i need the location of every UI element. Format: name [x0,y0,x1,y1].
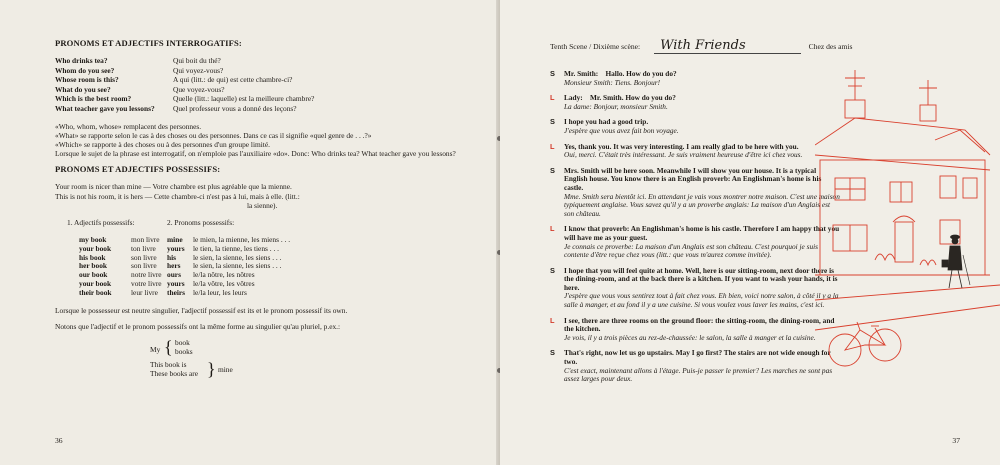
heading-possessives: PRONOMS ET ADJECTIFS POSSESSIFS: [55,164,221,175]
question-fr: Qui boit du thé? [173,56,221,65]
adjectives-heading: 1. Adjectifs possessifs: [67,217,135,227]
adjective-word: our [79,270,90,280]
dialogue-item [550,70,840,87]
right-page [500,0,1000,465]
note-line: «Which» se rapporte à des choses ou à des personnes d'un groupe limité. [55,139,270,149]
example-my: My [150,344,161,354]
speaker-marker: S [550,265,555,275]
dialogue-en: Lady: Mr. Smith. How do you do? [564,93,676,103]
adjective-word: his [79,252,89,262]
pronoun-fr: le/la vôtre, les vôtres [193,278,255,288]
adjective-fr: notre livre [131,270,162,280]
pronoun-fr: le sien, la sienne, les siens . . . [193,261,282,271]
speaker-marker: S [550,348,555,358]
question-keyword: Whose [55,75,77,85]
adjective-word: your [79,278,94,288]
dialogue-fr: J'espère que vous avez fait bon voyage. [564,125,679,135]
question-en [55,85,173,95]
question-en [55,56,173,66]
pronouns-heading: 2. Pronoms possessifs: [167,217,235,227]
dialogue-en: I know that proverb: An Englishman's home is his castle. Therefore I am happy that you will have me as your guest. [564,224,841,242]
question-fr: Que voyez-vous? [173,84,225,94]
pronoun-fr: le tien, la tienne, les tiens . . . [193,243,279,253]
neutral-note: Lorsque le possesseur est neutre singulier, l'adjectif possessif est its et le pronom possessif its own. [55,305,348,315]
question-en [55,104,173,114]
dialogue-item [550,167,840,219]
adjective-fr: mon livre [131,234,160,244]
dialogue-body [564,267,840,310]
heading-interrogatives: PRONOMS ET ADJECTIFS INTERROGATIFS: [55,38,242,48]
adjective-rest: book [88,234,107,244]
speaker-marker: L [550,315,555,325]
dialogue-en: I hope that you will feel quite at home. Well, here is our sitting-room, next door there is the dining-room, and at the back there is a kitchen. If you want to wash your hands, it is here. [564,265,840,292]
question-rest: do you see? [76,65,115,75]
pronoun-en: yours [167,278,185,288]
dialogue-en: I see, there are three rooms on the ground floor: the sitting-room, the dining-room, and the kitchen. [564,315,837,334]
dialogue-item [550,317,840,343]
adjective-rest: book [88,252,106,262]
adjective-rest: book [93,243,112,253]
dialogue-en: I hope you had a good trip. [564,117,649,127]
brace-right-icon: } [207,358,216,379]
dialogue-body [564,118,840,135]
dialogue-fr: Monsieur Smith: Tiens. Bonjour! [564,77,661,87]
question-rest: drinks tea? [70,56,108,65]
brace-icon: { [164,336,173,357]
question-keyword: Who [55,56,71,65]
question-rest: is the best room? [75,94,132,104]
dialogue-body [564,317,840,343]
adjective-rest: book [89,270,108,280]
example-block [140,338,464,388]
pronoun-fr: le mien, la mienne, les miens . . . [193,234,291,244]
dialogue-fr: C'est exact, maintenant allons à l'étage. Puis-je passer le premier? Les marches ne sont pas assez larges pour deux. [564,365,833,384]
question-en [55,66,173,76]
adjective-fr: son livre [131,252,157,262]
adjective-fr: ton livre [131,243,156,253]
page-number-left: 36 [55,436,63,445]
speaker-marker: S [550,69,555,78]
question-keyword: What [55,103,73,113]
question-fr: Qui voyez-vous? [173,65,224,75]
speaker-marker: S [550,165,555,175]
plural-note: Notons que l'adjectif et le pronom possessifs ont la même forme au singulier qu'au pluriel, p.ex.: [55,321,341,331]
speaker-marker: L [550,141,555,151]
adjective-fr: son livre [131,261,157,271]
pronoun-en: mine [167,234,183,244]
question-keyword: Which [55,94,76,104]
dialogue-en: Mrs. Smith will be here soon. Meanwhile I will show you our house. It is a typical English house. You know there is an English proverb: An Englishman's home is his castle. [564,165,824,192]
interrogatives-notes [55,122,464,159]
adjectives-column [55,218,167,298]
adjective-word: her [79,261,90,271]
question-keyword: Whom [55,65,77,75]
dialogue-body [564,225,840,259]
dialogue-en: Mr. Smith: Hallo. How do you do? [564,69,677,78]
dialogue-item [550,94,840,111]
scene-header [550,38,960,54]
dialogue-fr: Je vois, il y a trois pièces au rez-de-chaussée: le salon, la salle à manger et la cuisine. [564,332,816,342]
dialogue-item [550,349,840,383]
speaker-marker: S [550,117,555,127]
example-mine: mine [218,364,233,374]
dialogue-body [564,167,840,219]
adjective-rest: book [89,261,108,271]
scene-title: With Friends [654,38,800,54]
adjective-word: their [79,287,95,297]
adjective-rest: book [93,278,112,288]
poss-line: Your room is nicer than mine — Votre chambre est plus agréable que la mienne. [55,182,292,192]
pronouns-column [167,218,397,298]
note-line: Lorsque le sujet de la phrase est interrogatif, on n'emploie pas l'auxiliaire «do». Donc: Who drinks tea? What teacher gave you lessons? [55,149,456,159]
pronoun-en: hers [167,261,181,271]
dialogue-item [550,118,840,135]
question-rest: do you see? [72,84,111,94]
question-rest: teacher gave you lessons? [72,103,155,113]
dialogue-item [550,143,840,160]
speaker-marker: L [550,93,555,103]
example-book: book [175,337,190,347]
note-line: «Who, whom, whose» remplacent des personnes. [55,121,202,131]
dialogue-body [564,349,840,383]
dialogue-fr: Mme. Smith sera bientôt ici. En attendant je vais vous montrer notre maison. C'est une maison typiquement anglaise. Vous savez qu'il y a un proverbe anglais: La maison d'un Anglais est son château. [564,191,840,218]
page-number-right: 37 [952,436,960,445]
dialogue-fr: Oui, merci. C'était très intéressant. Je suis vraiment heureuse d'être ici chez vous. [564,150,803,160]
pronoun-fr: le/la nôtre, les nôtres [193,270,255,280]
speaker-marker: L [550,224,555,234]
possessive-columns [55,218,464,298]
dialogue-item [550,267,840,310]
dialogue-fr: J'espère que vous vous sentirez tout à fait chez vous. Eh bien, voici notre salon, à côté il y a la salle à manger, et au fond il y a une cuisine. Si vous voulez vous laver les mains, c'est ici. [564,291,839,310]
poss-line: la sienne). [247,200,278,210]
pronoun-en: theirs [167,287,186,297]
dialogue-fr: La dame: Bonjour, monsieur Smith. [564,101,668,111]
question-en [55,94,173,104]
question-en [55,75,173,85]
adjective-word: your [79,243,94,253]
dialogue-fr: Je connais ce proverbe: La maison d'un Anglais est son château. C'est pourquoi je suis contente d'être reçue chez vous (litt.: que vous m'aurez comme invitée). [564,241,818,260]
pronoun-en: ours [167,270,181,280]
dialogue-body [564,70,840,87]
pronoun-fr: le sien, la sienne, les siens . . . [193,252,282,262]
example-books: books [175,346,193,356]
question-fr: Quelle (litt.: laquelle) est la meilleure chambre? [173,94,315,104]
example-this: This book is [150,359,187,369]
example-these: These books are [150,368,199,378]
dialogue [550,70,840,384]
question-rest: room is this? [76,75,119,85]
possessive-examples [55,182,464,210]
adjective-fr: votre livre [131,278,162,288]
dialogue-body [564,143,840,160]
note-line: «What» se rapporte selon le cas à des choses ou des personnes. Dans ce cas il signifie «quel genre de . . .?» [55,130,372,140]
pronoun-fr: le/la leur, les leurs [193,287,247,297]
dialogue-item [550,225,840,259]
adjectives-list [79,236,167,298]
pronoun-en: his [167,252,177,262]
scene-title-fr: Chez des amis [808,42,853,51]
adjective-word: my [79,234,89,244]
question-fr: Quel professeur vous a donné des leçons? [173,103,297,113]
poss-line: This is not his room, it is hers — Cette chambre-ci n'est pas à lui, mais à elle. (litt.: [55,191,300,201]
interrogatives-table [55,56,464,114]
dialogue-en: Yes, thank you. It was very interesting. I am really glad to be here with you. [564,141,799,151]
adjective-fr: leur livre [131,287,158,297]
question-keyword: What [55,84,73,94]
scene-label: Tenth Scene / Dixième scène: [550,42,641,51]
dialogue-en: That's right, now let us go upstairs. May I go first? The stairs are not wide enough for two. [564,348,833,367]
pronoun-en: yours [167,243,185,253]
adjective-en [79,289,123,298]
house-illustration-icon [815,60,1000,380]
question-fr: A qui (litt.: de qui) est cette chambre-ci? [173,75,293,85]
adjective-rest: book [94,287,112,297]
dialogue-body [564,94,840,111]
pronouns-list [167,236,397,298]
